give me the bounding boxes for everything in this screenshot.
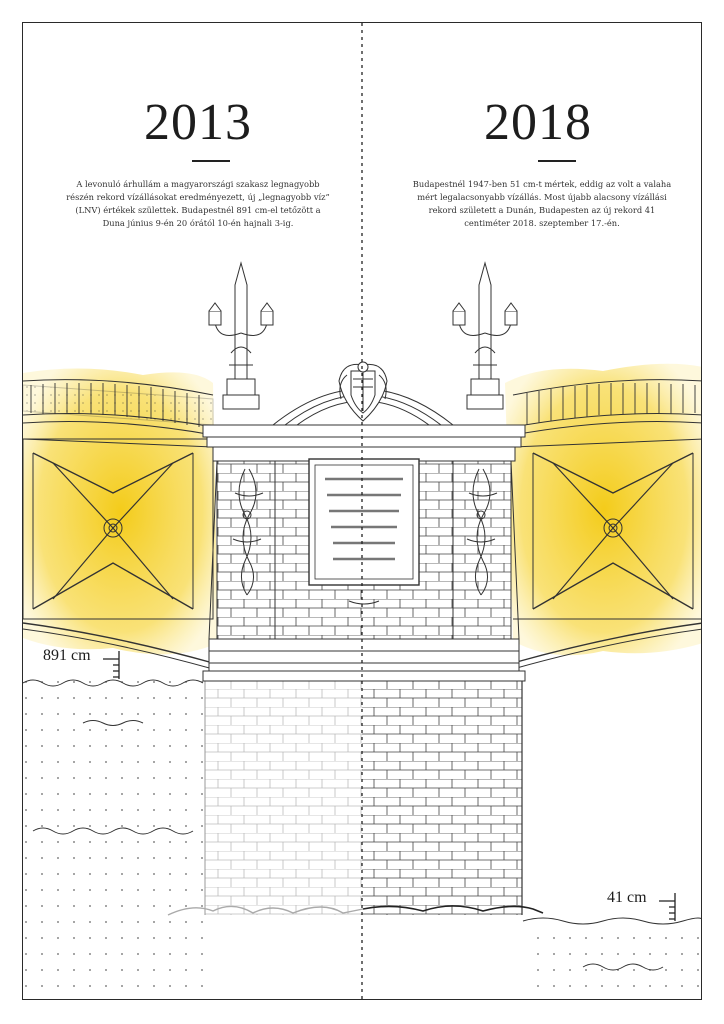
water-level-marker-icon <box>103 651 119 679</box>
bridge-illustration <box>23 23 702 1000</box>
left-lamp-post-icon <box>209 263 273 409</box>
water-level-marker-icon-2018 <box>659 893 675 921</box>
left-heading-rule <box>192 160 230 162</box>
level-41-label: 41 cm <box>607 889 647 906</box>
level-891-label: 891 cm <box>43 647 91 664</box>
pier-base <box>168 675 543 915</box>
memorial-plaque <box>309 459 419 604</box>
year-2013-heading: 2013 <box>144 94 252 151</box>
poster-frame <box>22 22 702 1000</box>
right-description: Budapestnél 1947-ben 51 cm-t mértek, eddig az volt a valaha mért legalacsonyabb vízállás. Most újabb alacsony vízállási rekord született a Dunán, Budapesten az új rekord 41 centiméter 2018. szeptember 17.-én. <box>412 179 672 228</box>
left-description: A levonuló árhullám a magyarországi szakasz legnagyobb részén rekord vízállásokat eredményezett, új „legnagyobb víz” (LNV) értékek születtek. Budapestnél 891 cm-el tetőzött a Duna június 9-én 20 órától 10-én hajnali 3-ig. <box>66 179 330 228</box>
low-water-2018 <box>523 918 702 1000</box>
year-2018-heading: 2018 <box>484 94 592 151</box>
right-heading-rule <box>538 160 576 162</box>
